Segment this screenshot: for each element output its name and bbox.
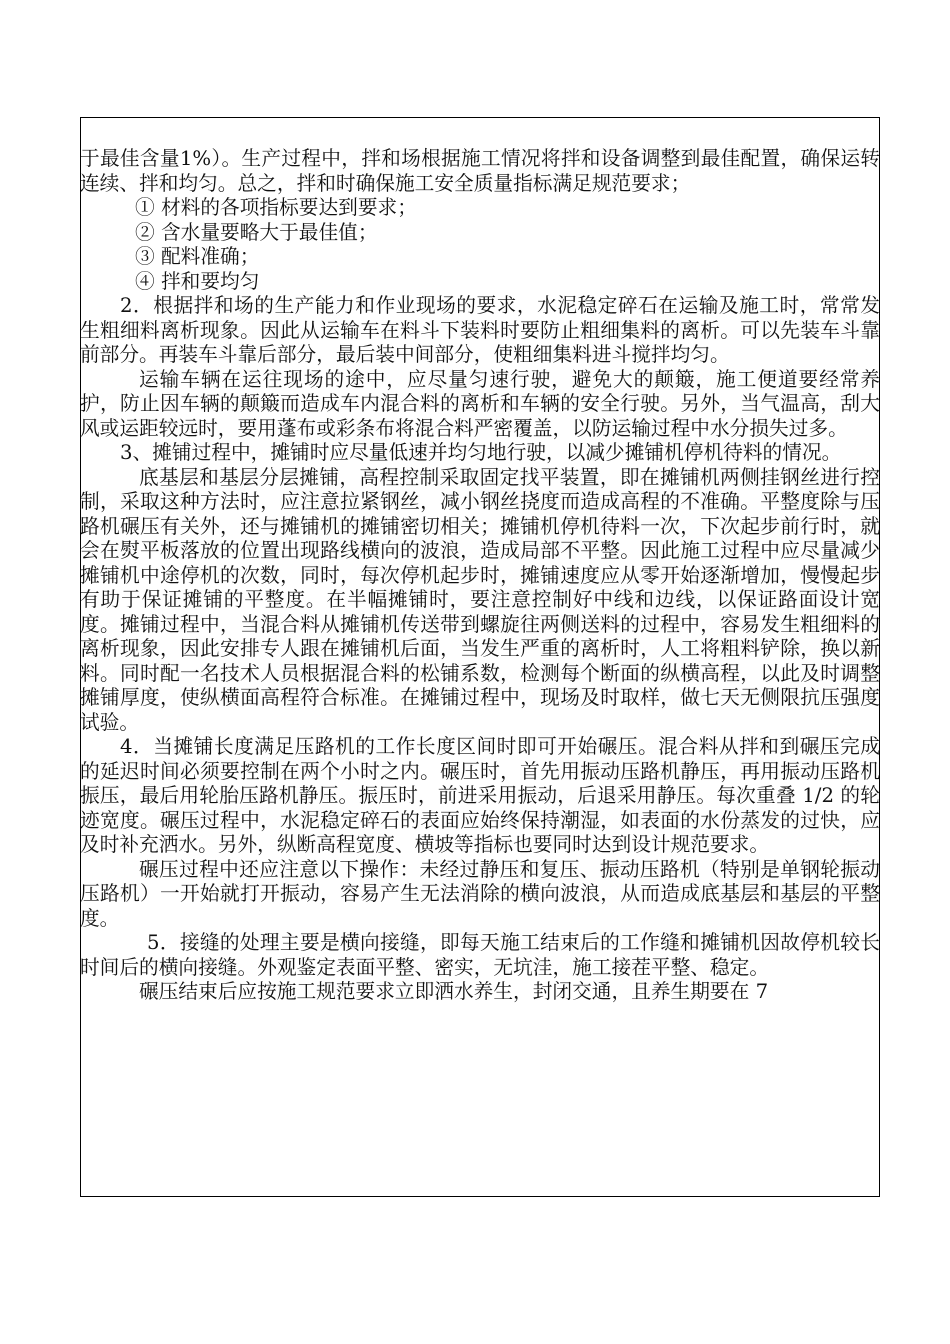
- paragraph-transport-segregation: 2．根据拌和场的生产能力和作业现场的要求，水泥稳定碎石在运输及施工时，常常发生粗细料离析现象。因此从运输车在料斗下装料时要防止粗细集料的离析。可以先装车斗靠前部分。再装车斗靠后部分，最后装中间部分，使粗细集料进斗搅拌均匀。: [80, 294, 880, 366]
- list-item-batching: ③ 配料准确；: [135, 245, 260, 268]
- paragraph-joint-treatment: 5．接缝的处理主要是横向接缝，即每天施工结束后的工作缝和摊铺机因故停机较长时间后的横向接缝。外观鉴定表面平整、密实，无坑洼，施工接茬平整、稳定。: [80, 931, 880, 979]
- paragraph-curing: 碾压结束后应按施工规范要求立即洒水养生，封闭交通，且养生期要在 7: [139, 980, 769, 1003]
- list-item-mixing-uniform: ④ 拌和要均匀: [135, 269, 260, 293]
- list-item-water-content: ② 含水量要略大于最佳值；: [135, 220, 378, 244]
- paragraph-paving-process: 3、摊铺过程中，摊铺时应尽量低速并均匀地行驶，以减少摊铺机停机待料的情况。: [120, 441, 842, 464]
- list-item-material-requirements: ① 材料的各项指标要达到要求；: [135, 196, 417, 219]
- paragraph-transport-vehicles: 运输车辆在运往现场的途中，应尽量匀速行驶，避免大的颠簸，施工便道要经常养护，防止因车辆的颠簸而造成车内混合料的离析和车辆的安全行驶。另外，当气温高，刮大风或运距较远时，要用蓬布或彩条布将混合料严密覆盖，以防运输过程中水分损失过多。: [80, 367, 880, 440]
- document-body: [80, 147, 880, 1005]
- paragraph-compaction-notes: 碾压过程中还应注意以下操作：未经过静压和复压、振动压路机（特别是单钢轮振动压路机）一开始就打开振动，容易产生无法消除的横向波浪，从而造成底基层和基层的平整度。: [80, 857, 880, 930]
- paragraph-mixing-summary: 于最佳含量1%）。生产过程中，拌和场根据施工情况将拌和设备调整到最佳配置，确保运转连续、拌和均匀。总之，拌和时确保施工安全质量指标满足规范要求；: [80, 147, 880, 195]
- paragraph-layered-paving: 底基层和基层分层摊铺，高程控制采取固定找平装置，即在摊铺机两侧挂钢丝进行控制，采取这种方法时，应注意拉紧钢丝，减小钢丝挠度而造成高程的不准确。平整度除与压路机碾压有关外，还与摊铺机的摊铺密切相关；摊铺机停机待料一次，下次起步前行时，就会在熨平板落放的位置出现路线横向的波浪，造成局部不平整。因此施工过程中应尽量减少摊铺机中途停机的次数，同时，每次停机起步时，摊铺速度应从零开始逐渐增加，慢慢起步有助于保证摊铺的平整度。在半幅摊铺时，要注意控制好中线和边线，以保证路面设计宽度。摊铺过程中，当混合料从摊铺机传送带到螺旋往两侧送料的过程中，容易发生粗细料的离析现象，因此安排专人跟在摊铺机后面，当发生严重的离析时，人工将粗料铲除，换以新料。同时配一名技术人员根据混合料的松铺系数，检测每个断面的纵横高程，以此及时调整摊铺厚度，使纵横面高程符合标准。在摊铺过程中，现场及时取样，做七天无侧限抗压强度试验。: [80, 465, 880, 734]
- paragraph-compaction: 4．当摊铺长度满足压路机的工作长度区间时即可开始碾压。混合料从拌和到碾压完成的延迟时间必须要控制在两个小时之内。碾压时，首先用振动压路机静压，再用振动压路机振压，最后用轮胎压路机静压。振压时，前进采用振动，后退采用静压。每次重叠 1/2 的轮迹宽度。碾压过程中，水泥稳定碎石的表面应始终保持潮湿，如表面的水份蒸发的过快，应及时补充洒水。另外，纵断高程宽度、横坡等指标也要同时达到设计规范要求。: [80, 735, 880, 856]
